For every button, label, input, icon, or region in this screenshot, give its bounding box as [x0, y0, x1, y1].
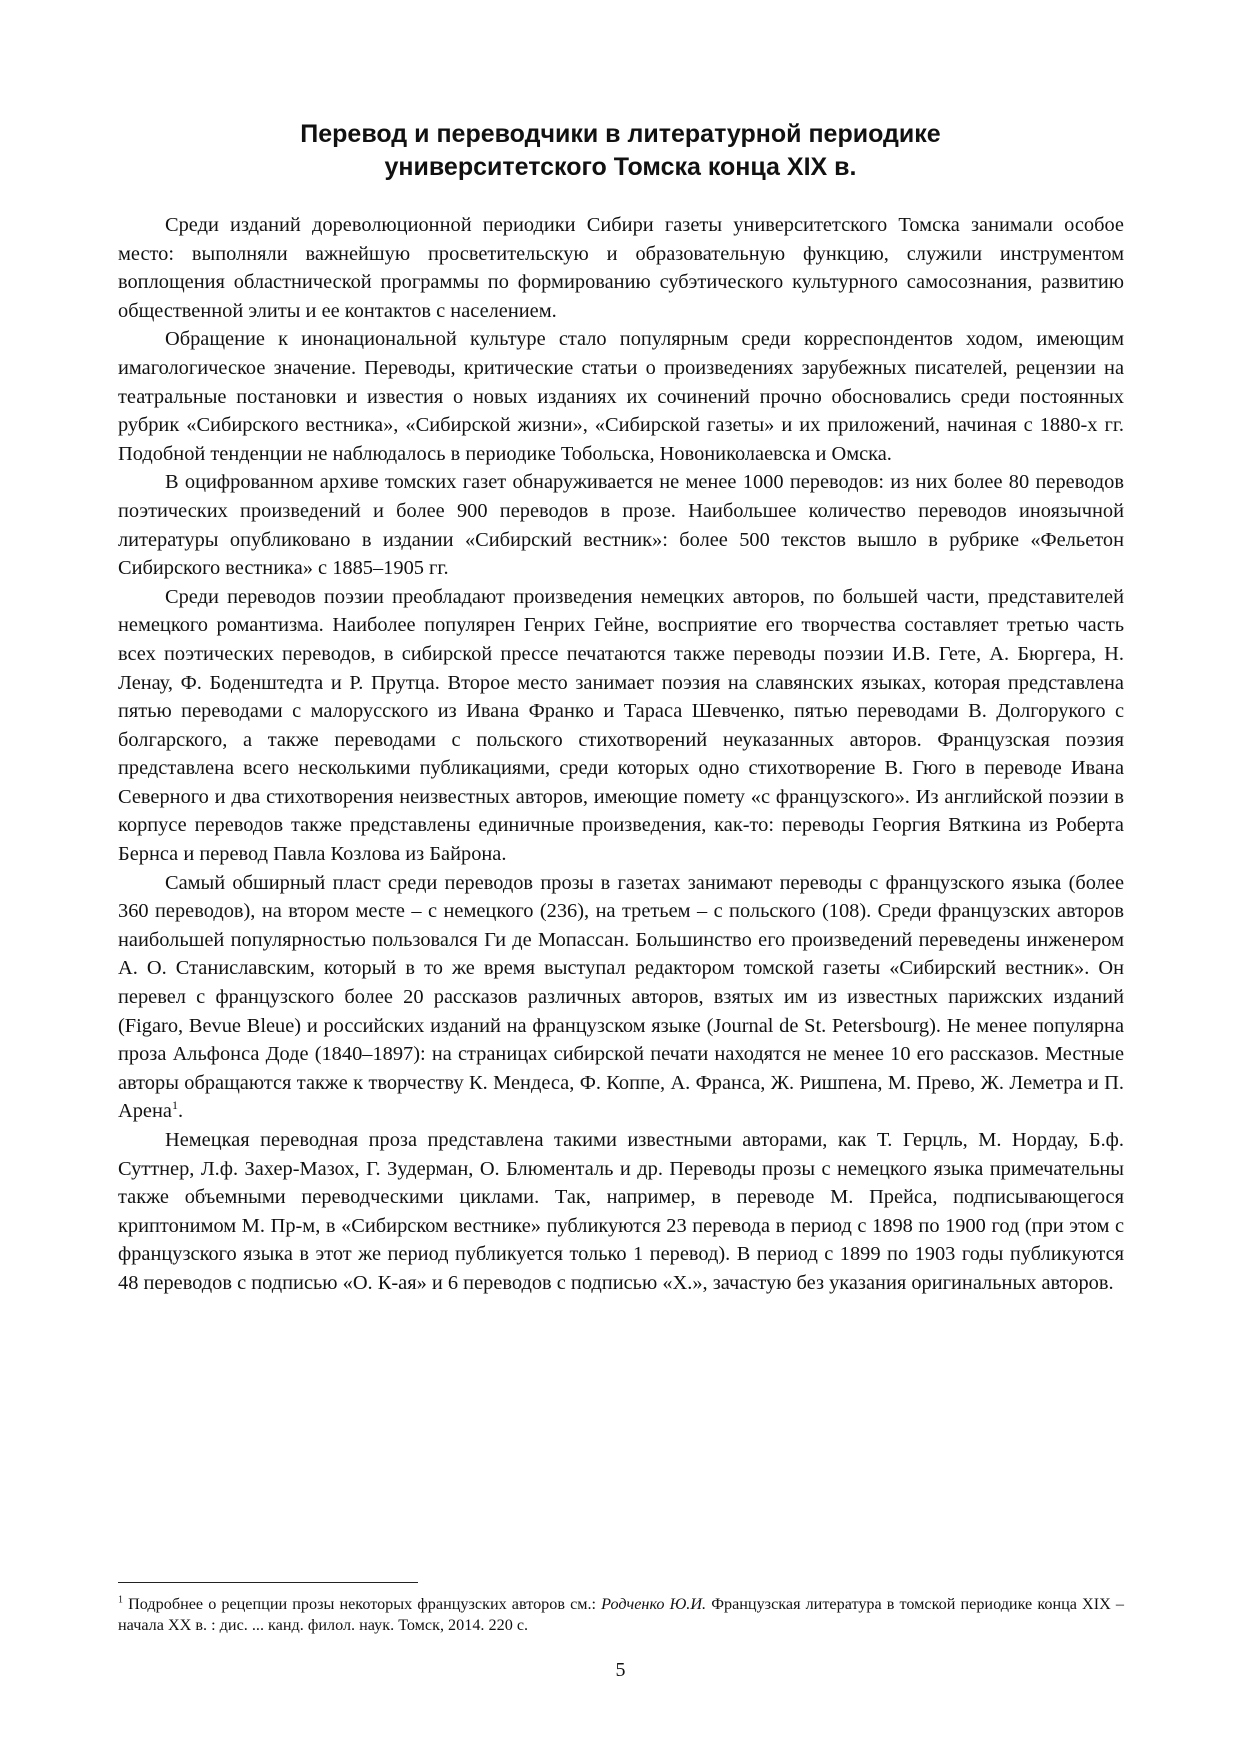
paragraph-1: Среди изданий дореволюционной периодики Сибири газеты университетского Томска занимали особое место: выполняли важнейшую просветительскую и образовательную функцию, служили инструментом воплощения областнической программы по формированию субэтического культурного самосознания, развитию общественной элиты и ее контактов с населением. [118, 214, 1124, 322]
footnote-reference[interactable]: 1 [171, 1098, 178, 1113]
footnote-divider [118, 1582, 418, 1583]
footnote-text-after: Французская литература в томской периодике конца XIX – начала XX в. : дис. ... канд. филол. наук. Томск, 2014. 220 с. [118, 1595, 1125, 1634]
footnote-author: Родченко Ю.И. [601, 1595, 707, 1613]
page-number: 5 [615, 1659, 626, 1681]
paragraph-6: Немецкая переводная проза представлена такими известными авторами, как Т. Герцль, М. Нордау, Б.ф. Суттнер, Л.ф. Захер-Мазох, Г. Зудерман, О. Блюменталь и др. Переводы прозы с немецкого языка примечательны также объемными переводческими циклами. Так, например, в переводе М. Прейса, подписывающегося криптонимом М. Пр-м, в «Сибирском вестнике» публикуются 23 перевода в период с 1898 по 1900 год (при этом с французского языка в этот же период публикуется только 1 перевод). В период с 1899 по 1903 годы публикуются 48 переводов с подписью «О. К-ая» и 6 переводов с подписью «Х.», зачастую без указания оригинальных авторов. [118, 1129, 1124, 1294]
article-body [118, 211, 1124, 1298]
paragraph-5-text: Самый обширный пласт среди переводов прозы в газетах занимают переводы с французского языка (более 360 переводов), на втором месте – с немецкого (236), на третьем – с польского (108). Среди французских авторов наибольшей популярностью пользовался Ги де Мопассан. Большинство его произведений переведены инженером А. О. Станиславским, который в то же время выступал редактором томской газеты «Сибирский вестник». Он перевел с французского более 20 рассказов различных авторов, взятых им из известных парижских изданий (Figaro, Bevue Bleue) и российских изданий на французском языке (Journal de St. Petersbourg). Не менее популярна проза Альфонса Доде (1840–1897): на страницах сибирской печати находятся не менее 10 его рассказов. Местные авторы обращаются также к творчеству К. Мендеса, Ф. Коппе, А. Франса, Ж. Ришпена, М. Прево, Ж. Леметра и П. Арена [118, 871, 1124, 1123]
article-title [110, 118, 1131, 184]
title-line-2: университетского Томска конца XIX в. [384, 153, 857, 181]
paragraph-2: Обращение к инонациональной культуре стало популярным среди корреспондентов ходом, имеющим имагологическое значение. Переводы, критические статьи о произведениях зарубежных писателей, рецензии на театральные постановки и известия о новых изданиях их сочинений прочно обосновались среди постоянных рубрик «Сибирского вестника», «Сибирской жизни», «Сибирской газеты» и их приложений, начиная с 1880-х гг. Подобной тенденции не наблюдалось в периодике Тобольска, Новониколаевска и Омска. [118, 328, 1124, 465]
title-line-1: Перевод и переводчики в литературной периодике [300, 120, 941, 148]
paragraph-5-end: . [177, 1100, 184, 1123]
footnote-marker: 1 [118, 1594, 123, 1606]
paragraph-3: В оцифрованном архиве томских газет обнаруживается не менее 1000 переводов: из них более 80 переводов поэтических произведений и более 900 переводов в прозе. Наибольшее количество переводов иноязычной литературы опубликовано в издании «Сибирский вестник»: более 500 текстов вышло в рубрике «Фельетон Сибирского вестника» с 1885–1905 гг. [118, 471, 1124, 580]
paragraph-4: Среди переводов поэзии преобладают произведения немецких авторов, по большей части, представителей немецкого романтизма. Наиболее популярен Генрих Гейне, восприятие его творчества составляет третью часть всех поэтических переводов, в сибирской прессе печатаются также переводы поэзии И.В. Гете, А. Бюргера, Н. Ленау, Ф. Боденштедта и Р. Прутца. Второе место занимает поэзия на славянских языках, которая представлена пятью переводами с малорусского из Ивана Франко и Тараса Шевченко, пятью переводами В. Долгорукого с болгарского, а также переводами с польского стихотворений неуказанных авторов. Французская поэзия представлена всего несколькими публикациями, среди которых одно стихотворение В. Гюго в переводе Ивана Северного и два стихотворения неизвестных авторов, имеющие помету «с французского». Из английской поэзии в корпусе переводов также представлены единичные произведения, как-то: переводы Георгия Вяткина из Роберта Бернса и перевод Павла Козлова из Байрона. [118, 585, 1124, 866]
paragraph-5 [118, 869, 1124, 1126]
footnote [118, 1594, 1124, 1636]
footnote-text-before: Подробнее о рецепции прозы некоторых французских авторов см.: [128, 1595, 602, 1613]
